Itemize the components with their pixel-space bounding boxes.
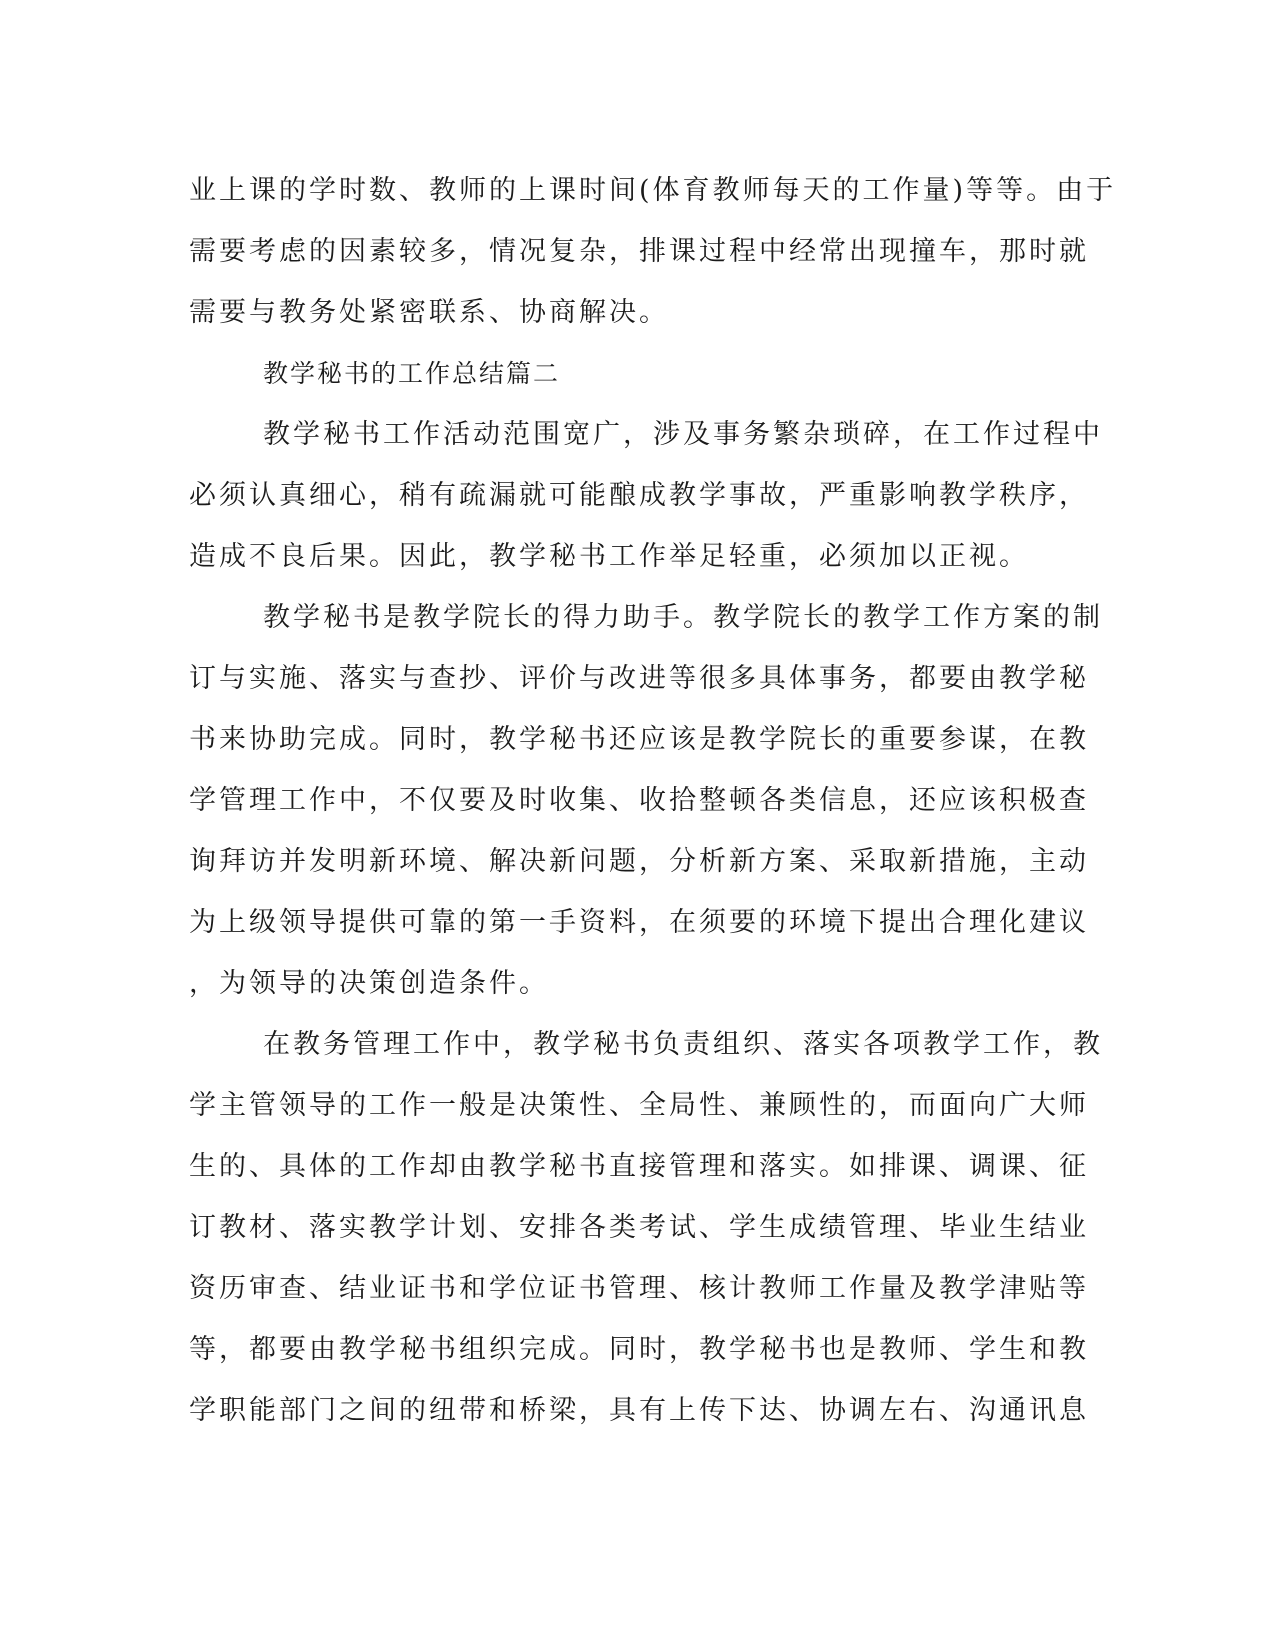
text-line: 学管理工作中，不仅要及时收集、收拾整顿各类信息，还应该积极查 [189, 785, 1089, 816]
paragraph-3 [189, 1014, 1103, 1441]
document-body [189, 160, 1117, 1441]
paragraph-2 [189, 587, 1103, 1014]
text-line: 在教务管理工作中，教学秘书负责组织、落实各项教学工作，教 [263, 1029, 1103, 1060]
text-line: 需要与教务处紧密联系、协商解决。 [189, 297, 669, 328]
text-line: ，为领导的决策创造条件。 [189, 968, 549, 999]
text-line: 学主管领导的工作一般是决策性、全局性、兼顾性的，而面向广大师 [189, 1090, 1089, 1121]
text-line: 订教材、落实教学计划、安排各类考试、学生成绩管理、毕业生结业 [189, 1212, 1089, 1243]
text-line: 为上级领导提供可靠的第一手资料，在须要的环境下提出合理化建议 [189, 907, 1089, 938]
text-line: 书来协助完成。同时，教学秘书还应该是教学院长的重要参谋，在教 [189, 724, 1089, 755]
text-line: 等，都要由教学秘书组织完成。同时，教学秘书也是教师、学生和教 [189, 1334, 1089, 1365]
text-line: 生的、具体的工作却由教学秘书直接管理和落实。如排课、调课、征 [189, 1151, 1089, 1182]
text-line: 需要考虑的因素较多，情况复杂，排课过程中经常出现撞车，那时就 [189, 236, 1089, 267]
text-line: 必须认真细心，稍有疏漏就可能酿成教学事故，严重影响教学秩序， [189, 480, 1089, 511]
paragraph-1 [189, 404, 1103, 587]
text-line: 学职能部门之间的纽带和桥梁，具有上传下达、协调左右、沟通讯息 [189, 1395, 1089, 1426]
continued-paragraph [189, 160, 1117, 343]
section-heading: 教学秘书的工作总结篇二 [263, 359, 561, 388]
text-line: 教学秘书是教学院长的得力助手。教学院长的教学工作方案的制 [263, 602, 1103, 633]
text-line: 教学秘书工作活动范围宽广，涉及事务繁杂琐碎，在工作过程中 [263, 419, 1103, 450]
text-line: 造成不良后果。因此，教学秘书工作举足轻重，必须加以正视。 [189, 541, 1029, 572]
text-line: 资历审查、结业证书和学位证书管理、核计教师工作量及教学津贴等 [189, 1273, 1089, 1304]
text-line: 订与实施、落实与查抄、评价与改进等很多具体事务，都要由教学秘 [189, 663, 1089, 694]
text-line: 业上课的学时数、教师的上课时间(体育教师每天的工作量)等等。由于 [189, 175, 1117, 206]
text-line: 询拜访并发明新环境、解决新问题，分析新方案、采取新措施，主动 [189, 846, 1089, 877]
